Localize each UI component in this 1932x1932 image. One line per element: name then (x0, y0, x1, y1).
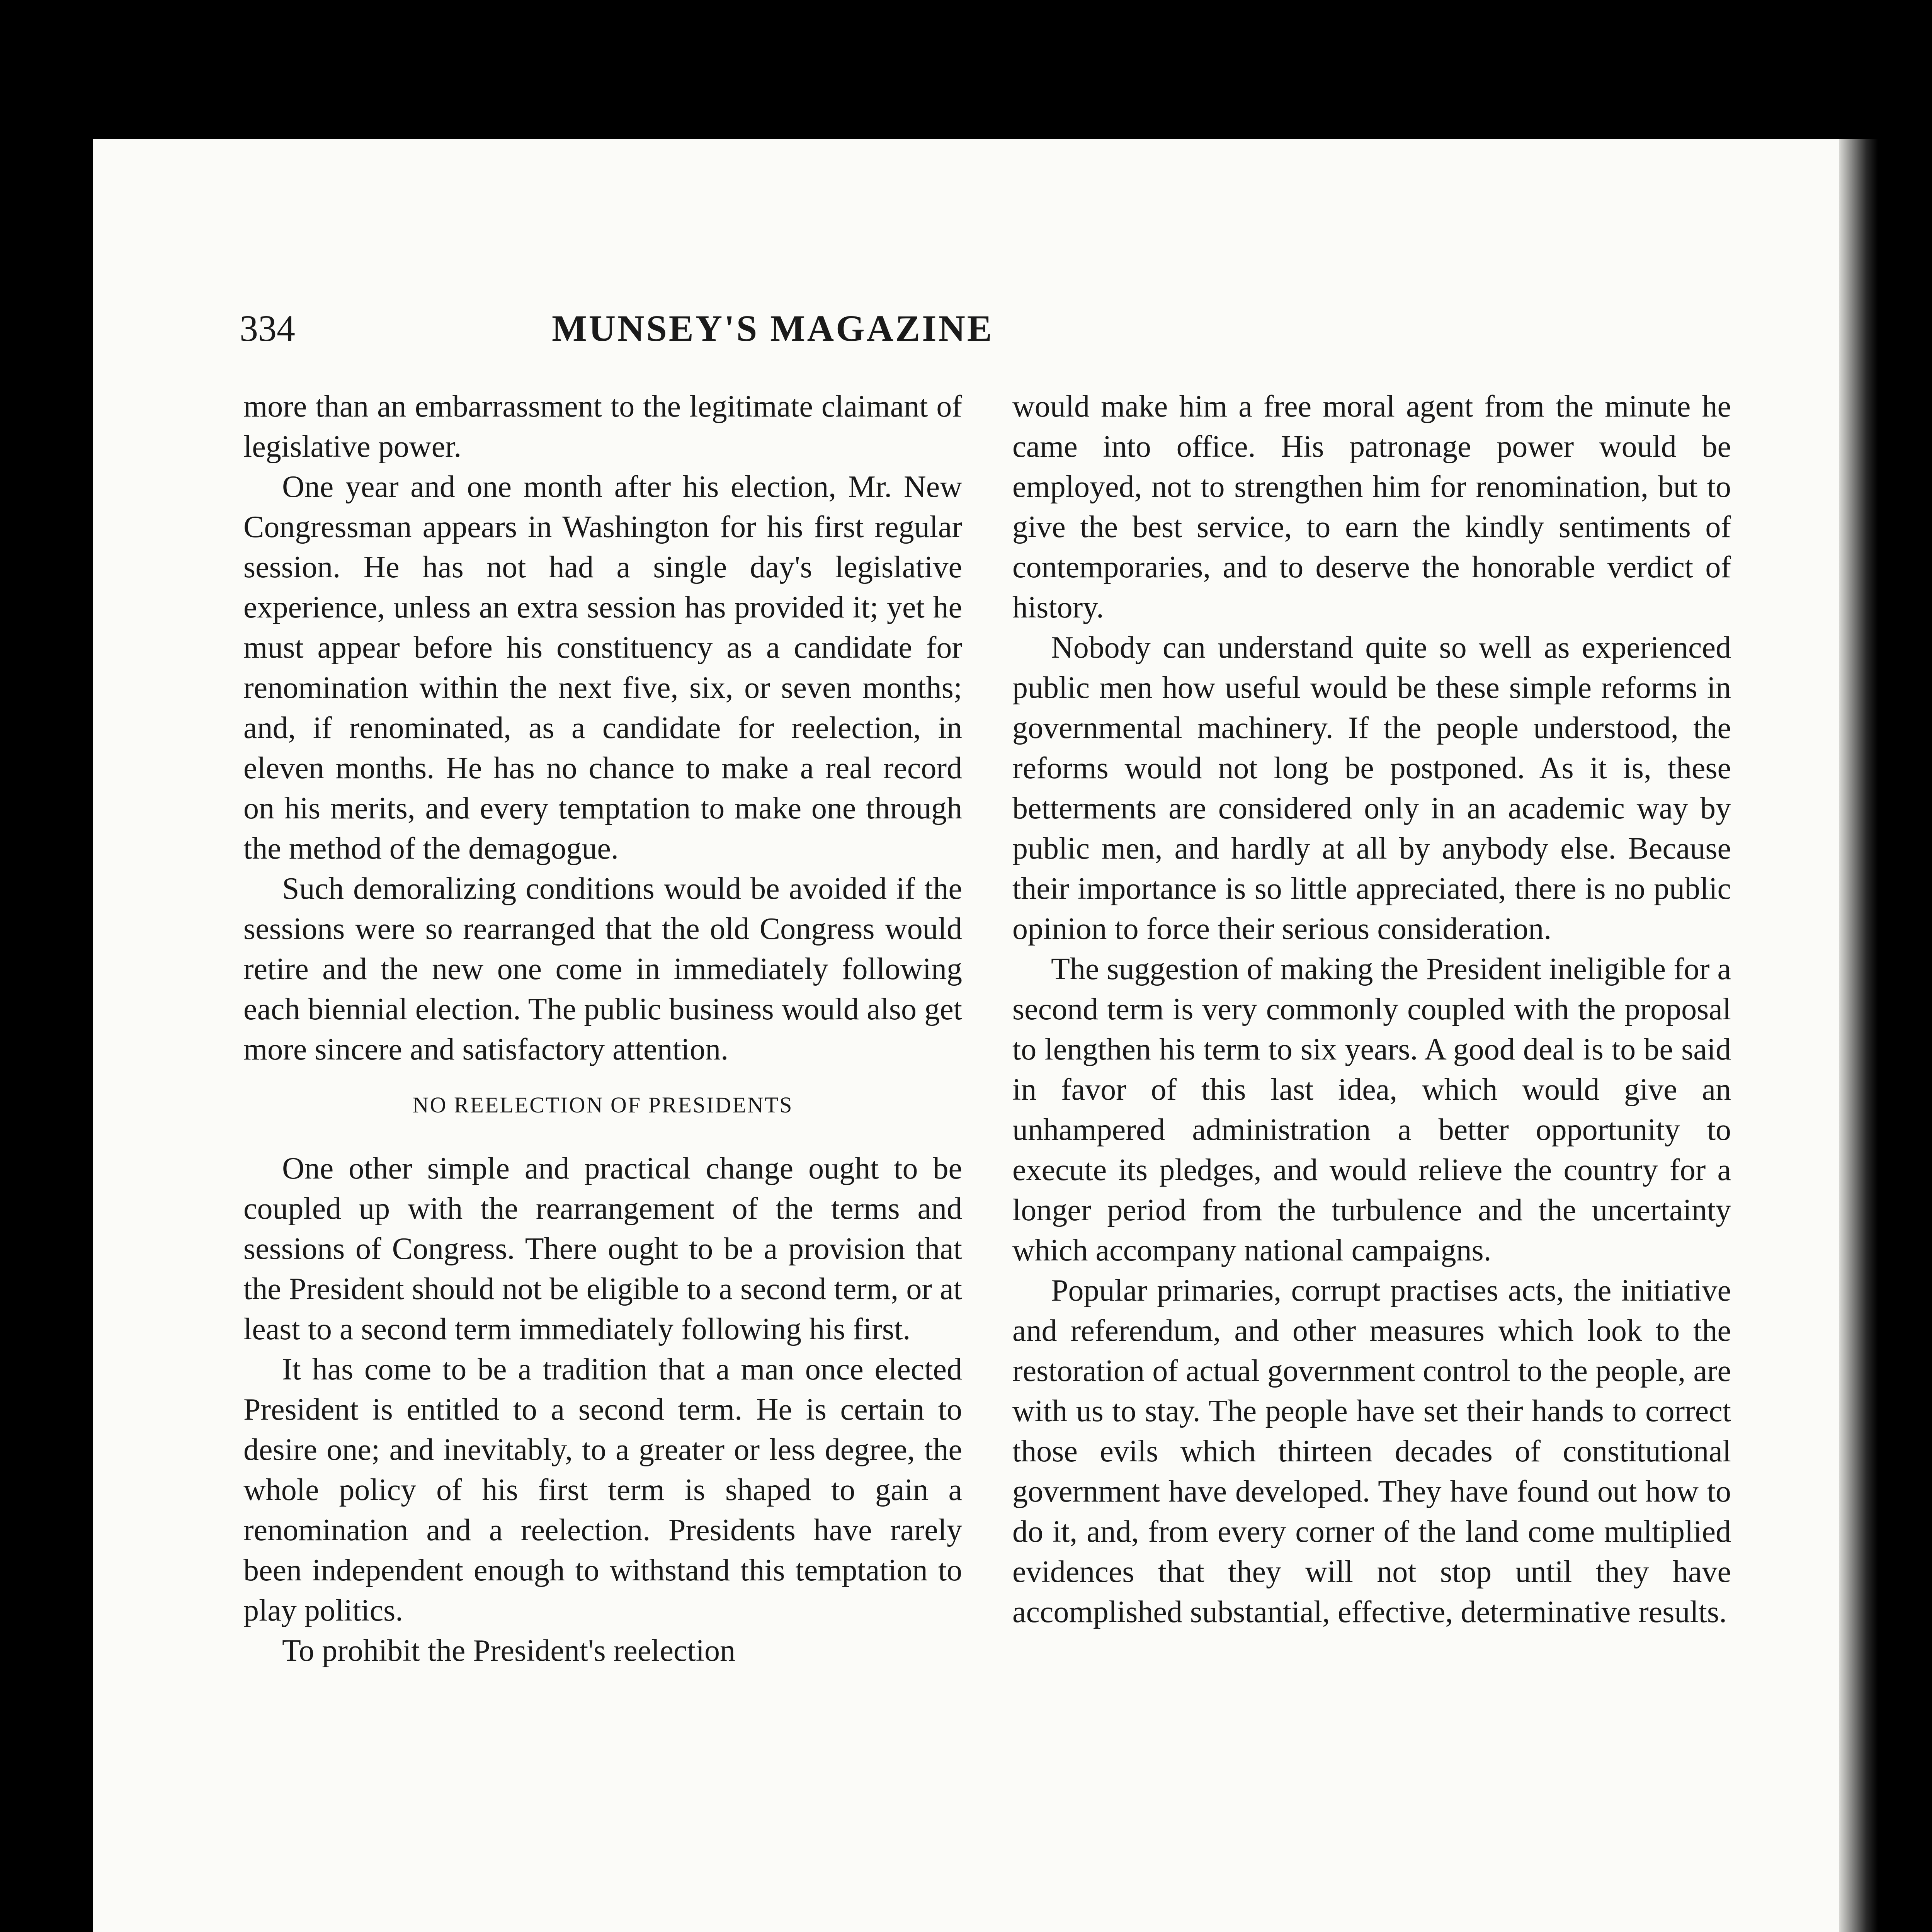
paragraph: Nobody can understand quite so well as experienced public men how useful would be these simple reforms in governmental machinery. If the people understood, the reforms would not long be postponed. As it is, these betterments are considered only in an academic way by public men, and hardly at all by anybody else. Because their importance is so little appreciated, there is no public opinion to force their serious consideration. (1012, 631, 1731, 946)
right-column (1012, 386, 1731, 1632)
paragraph: more than an embarrassment to the legitimate claimant of legislative power. (243, 389, 962, 464)
paragraph: To prohibit the President's reelection (282, 1634, 735, 1668)
paragraph: It has come to be a tradition that a man once elected President is entitled to a second term. He is certain to desire one; and inevitably, to a greater or less degree, the whole policy of his first term is shaped to gain a renomination and a reelection. Presidents have rarely been independent enough to withstand this temptation to play politics. (243, 1352, 962, 1628)
page-number: 334 (240, 308, 295, 349)
paragraph: Popular primaries, corrupt practises acts, the initiative and referendum, and other measures which look to the restoration of actual government control to the people, are with us to stay. The people have set their hands to correct those evils which thirteen decades of constitutional government have developed. They have found out how to do it, and, from every corner of the land come multiplied evidences that they will not stop until they have accomplished substantial, effective, determinative results. (1012, 1274, 1731, 1629)
paragraph: Such demoralizing conditions would be avoided if the sessions were so rearranged that the old Congress would retire and the new one come in immediately following each biennial election. The public business would also get more sincere and satisfactory attention. (243, 872, 962, 1066)
page-spine-shadow (1839, 139, 1878, 1932)
paragraph: One year and one month after his election, Mr. New Congressman appears in Washington for his first regular session. He has not had a single day's legislative experience, unless an extra session has provided it; yet he must appear before his constituency as a candidate for renomination within the next five, six, or seven months; and, if renominated, as a candidate for reelection, in eleven months. He has no chance to make a real record on his merits, and every temptation to make one through the method of the demagogue. (243, 470, 962, 866)
magazine-page (93, 139, 1878, 1932)
paragraph: would make him a free moral agent from the minute he came into office. His patronage power would be employed, not to strengthen him for renomination, but to give the best service, to earn the kindly sentiments of contemporaries, and to deserve the honorable verdict of history. (1012, 389, 1731, 624)
section-heading: NO REELECTION OF PRESIDENTS (412, 1092, 793, 1117)
paragraph: The suggestion of making the President ineligible for a second term is very commonly coupled with the proposal to lengthen his term to six years. A good deal is to be said in favor of this last idea, which would give an unhampered administration a better opportunity to execute its pledges, and would relieve the country for a longer period from the turbulence and the uncertainty which accompany national campaigns. (1012, 952, 1731, 1267)
running-header (240, 301, 1785, 355)
magazine-title: MUNSEY'S MAGAZINE (552, 308, 994, 349)
left-column (243, 386, 962, 1671)
paragraph: One other simple and practical change ought to be coupled up with the rearrangement of the terms and sessions of Congress. There ought to be a provision that the President should not be eligible to a second term, or at least to a second term immediately following his first. (243, 1151, 962, 1346)
